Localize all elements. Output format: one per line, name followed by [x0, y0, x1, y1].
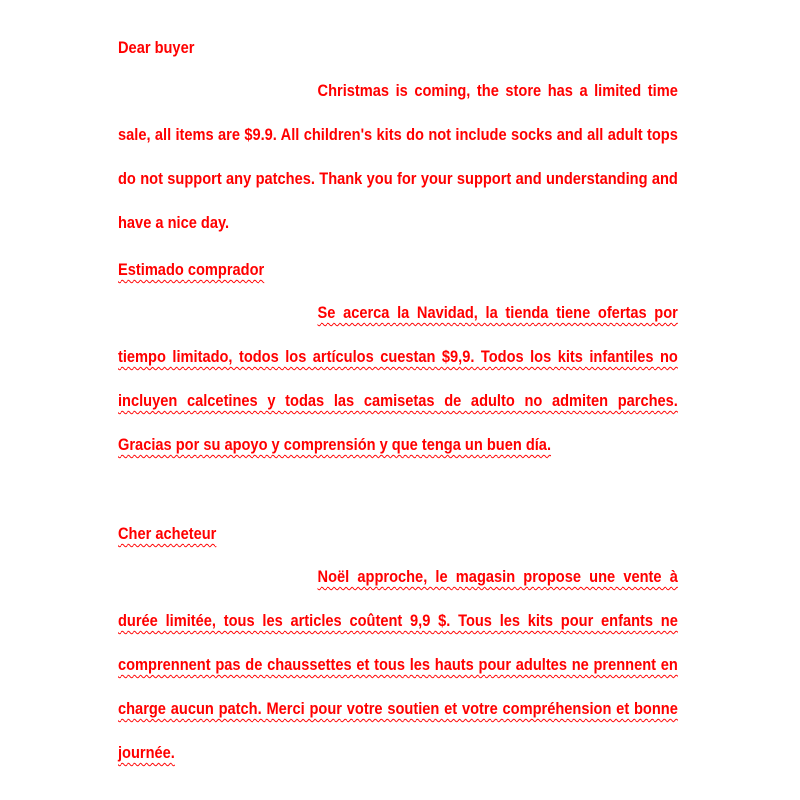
- french-greeting: Cher acheteur: [118, 524, 217, 543]
- french-message: Noël approche, le magasin propose une vente à durée limitée, tous les articles coûtent 9,9 $. Tous les kits pour enfants ne comprennent pas de chaussettes et tous les hauts pour adultes ne prennent en charge aucun patch. Merci pour votre soutien et votre compréhension et bonne journée.: [118, 567, 678, 762]
- spanish-greeting: Estimado comprador: [118, 260, 265, 279]
- english-message: Christmas is coming, the store has a limited time sale, all items are $9.9. All children's kits do not include socks and all adult tops do not support any patches. Thank you for your support and understanding and have a nice day.: [118, 81, 678, 232]
- spanish-message: Se acerca la Navidad, la tienda tiene ofertas por tiempo limitado, todos los artículos cuestan $9,9. Todos los kits infantiles no incluyen calcetines y todas las camisetas de adulto no admiten parches. Gracias por su apoyo y comprensión y que tenga un buen día.: [118, 303, 678, 454]
- english-greeting: Dear buyer: [118, 38, 195, 57]
